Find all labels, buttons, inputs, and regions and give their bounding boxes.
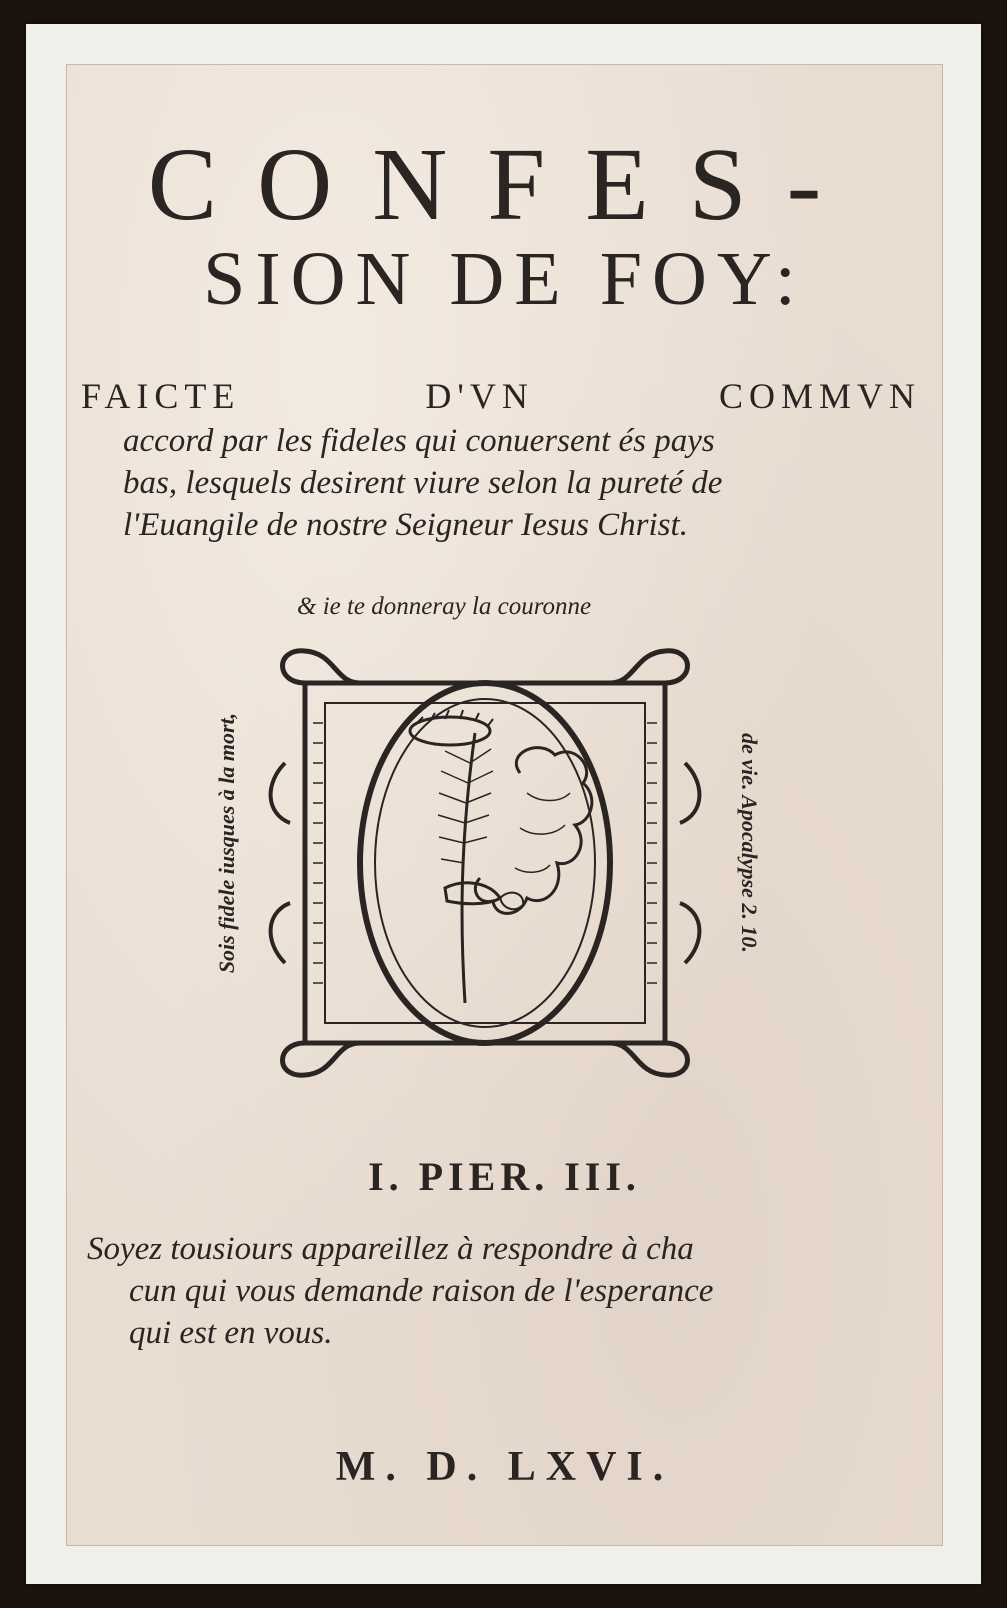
scripture-line-3: qui est en vous. xyxy=(129,1315,333,1351)
emblem-caption-left: Sois fidele iusques à la mort, xyxy=(214,712,239,974)
emblem-caption-top: & ie te donneray la couronne xyxy=(297,593,592,620)
printer-device-woodcut xyxy=(265,643,705,1083)
scripture-line-1: Soyez tousiours appareillez à respondre à cha xyxy=(87,1231,694,1267)
emblem-caption-right: de vie. Apocalypse 2. 10. xyxy=(737,733,762,953)
subtitle-line-3: l'Euangile de nostre Seigneur Iesus Christ. xyxy=(123,507,688,543)
subtitle-word-3: COMMVN xyxy=(718,376,921,416)
title-line-2: SION DE FOY: xyxy=(203,237,806,321)
scripture-reference: I. PIER. III. xyxy=(368,1154,641,1199)
subtitle-line-1: accord par les fideles qui conuersent és pays xyxy=(123,423,715,459)
subtitle-line-2: bas, lesquels desirent viure selon la pureté de xyxy=(123,465,723,501)
scripture-line-2: cun qui vous demande raison de l'esperance xyxy=(129,1273,714,1309)
subtitle-word-2: D'VN xyxy=(425,376,534,416)
picture-frame xyxy=(26,24,981,1584)
subtitle-heading xyxy=(81,375,921,417)
title-page xyxy=(66,64,943,1546)
imprint-date: M. D. LXVI. xyxy=(335,1444,674,1490)
subtitle-word-1: FAICTE xyxy=(81,376,241,416)
title-line-1: CONFES- xyxy=(147,127,862,242)
